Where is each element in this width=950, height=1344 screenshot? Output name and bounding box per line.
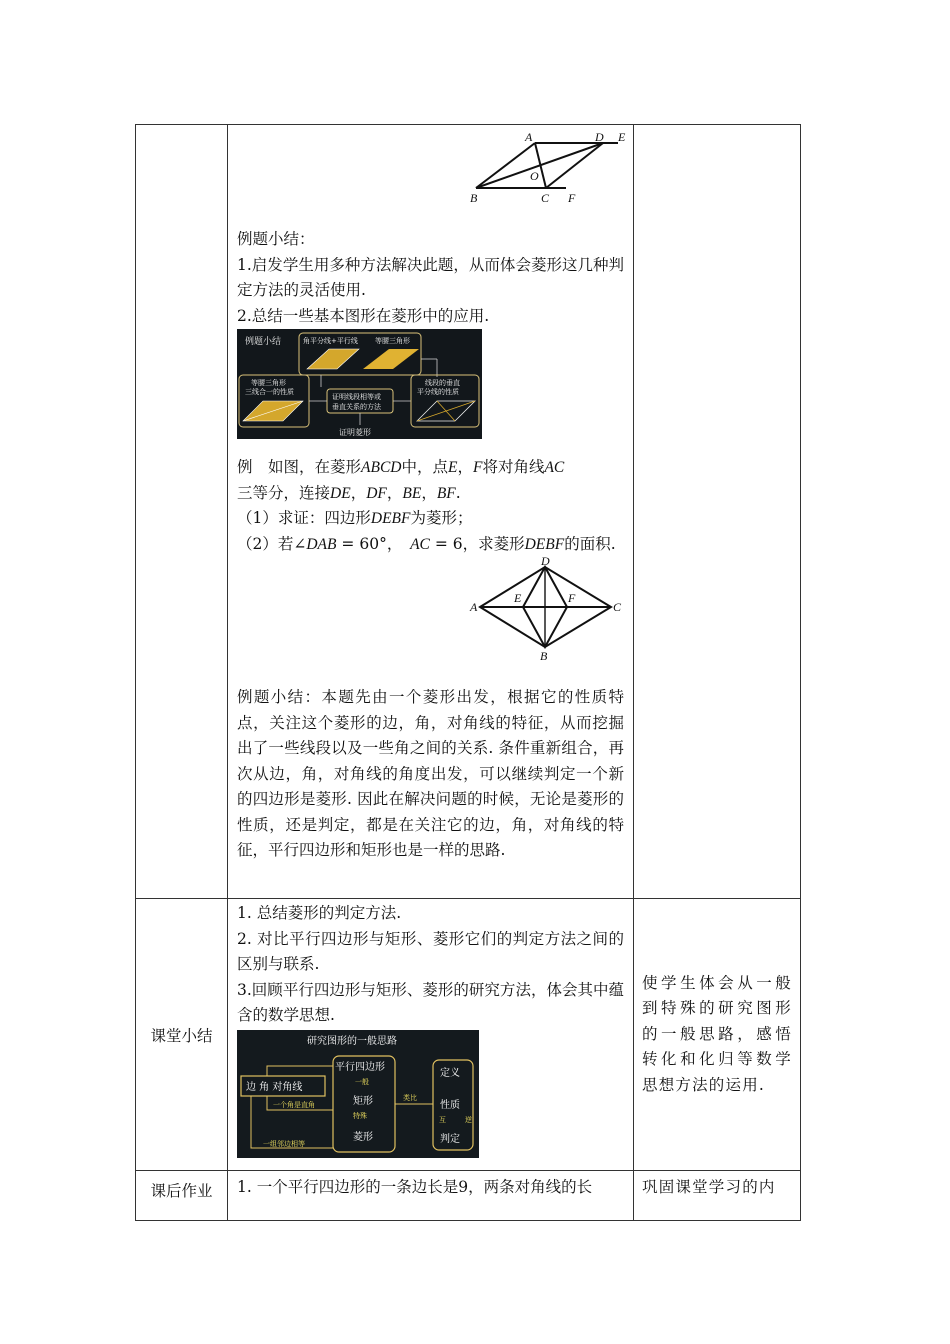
example-comma-4: ， [421,483,437,502]
content-cell-class-summary [228,899,634,1171]
board-example-summary [237,329,482,439]
summary1-line2: 2.总结一些基本图形在菱形中的应用. [237,306,490,325]
fig2-label-c: C [613,600,622,614]
example-comma-2: ， [350,483,367,502]
example-mid2: 将对角线 [482,458,545,476]
table-row-homework [136,1171,801,1221]
side-note-homework: 巩固课堂学习的内 [642,1178,776,1196]
board-research-approach [237,1030,479,1158]
row-label-cell-empty [136,125,228,899]
board2-title: 研究图形的一般思路 [307,1035,397,1047]
board1-box-top: 角平分线+平行线 [303,337,358,345]
row-label-cell-class-summary [136,899,228,1171]
board2-rect: 矩形 [353,1095,373,1107]
board2-mutual1: 互 [439,1115,446,1124]
summary-item-2: 2. 对比平行四边形与矩形、菱形它们的判定方法之间的区别与联系. [237,929,624,973]
example-de: DE [330,484,351,502]
board2-prop: 性质 [440,1099,460,1111]
q2-post: 的面积. [564,534,616,553]
fig1-label-a: A [525,130,533,144]
fig1-label-c: C [541,191,550,205]
board2-judge: 判定 [440,1133,460,1145]
summary1-line1: 1.启发学生用多种方法解决此题，从而体会菱形这几种判定方法的灵活使用. [237,255,624,299]
example-comma-3: ， [386,483,403,502]
q2-dab: DAB [306,535,337,553]
side-cell-homework [634,1171,801,1221]
q1-pre: （1）求证：四边形 [237,509,371,527]
summary1-title: 例题小结： [237,230,315,248]
board1-mid-line1: 证明线段相等或 [332,393,381,401]
table-row-examples [136,125,801,899]
fig1-label-e: E [618,130,626,144]
example-end: . [455,483,461,502]
fig2-label-f: F [568,591,576,605]
fig2-label-b: B [540,649,548,663]
board1-mid-line2: 垂直关系的方法 [332,403,381,411]
figure-rhombus-abcd [228,557,633,665]
side-cell-empty [634,125,801,899]
content-cell-examples [228,125,634,899]
board2-def: 定义 [440,1067,460,1079]
board1-bottom: 证明菱形 [339,428,371,437]
board1-left-line2: 三线合一的性质 [245,388,294,396]
content-cell-homework [228,1171,634,1221]
fig2-label-d: D [541,557,550,568]
table-row-class-summary [136,899,801,1171]
board2-para: 平行四边形 [335,1061,385,1073]
example-line2 [228,481,633,507]
q2-pre: （2）若∠ [237,534,307,553]
example-abcd: ABCD [361,459,402,476]
summary2: 例题小结：本题先由一个菱形出发，根据它的性质特点，关注这个菱形的边，角，对角线的特征，从而挖掘出了一些线段以及一些角之间的关系. 条件重新组合，再次从边，角，对角线的角度出发，可以继续判定一个新的四边形是菱形. 因此在解决问题的时候，无论是菱形的性质，还是判定，都是在关注它的边，角，对角线的特征，平行四边形和矩形也是一样的思路. [237,688,624,859]
example-ac: AC [544,459,565,476]
board2-right-angle: 一个角是直角 [273,1100,315,1109]
example-df: DF [366,484,387,502]
example-line2-pre: 三等分，连接 [237,483,331,502]
board2-special: 特殊 [353,1111,367,1120]
question-1 [228,506,633,532]
fig1-label-d: D [595,130,604,144]
q2-ac: AC [410,535,430,553]
fig1-label-f: F [568,191,576,205]
board1-right-line2: 平分线的性质 [417,388,459,396]
board1-arrow-text: 等腰三角形 [375,337,410,345]
question-2 [228,532,633,558]
board2-adjacent: 一组邻边相等 [263,1139,305,1148]
q1-post: 为菱形； [410,509,473,527]
board1-right-line1: 线段的垂直 [425,379,460,387]
example-bf: BF [436,484,456,502]
summary-item-1: 1. 总结菱形的判定方法. [237,904,402,922]
q2-val1: = 60°， [336,534,411,553]
q2-debf: DEBF [524,535,565,553]
example-mid1: 中，点 [401,458,448,476]
fig2-label-a: A [470,600,478,614]
row-label-homework: 课后作业 [150,1182,213,1200]
board2-mutual2: 逆 [465,1115,472,1124]
q2-val2: = 6，求菱形 [429,534,525,553]
side-note-class-summary: 使学生体会从一般到特殊的研究图形的一般思路，感悟转化和化归等数学思想方法的运用. [642,973,792,1094]
homework-item-1: 1. 一个平行四边形的一条边长是9，两条对角线的长 [237,1178,593,1196]
summary-item-3: 3.回顾平行四边形与矩形、菱形的研究方法，体会其中蕴含的数学思想. [237,980,624,1024]
board1-left-line1: 等腰三角形 [251,379,286,387]
board2-left-box: 边 角 对角线 [246,1081,303,1093]
fig1-label-o: O [530,169,539,183]
board1-title: 例题小结 [245,337,282,347]
example-e: E [448,459,458,476]
example-prefix: 例 如图，在菱形 [237,458,362,476]
board2-rhombus: 菱形 [353,1131,373,1143]
row-label-class-summary: 课堂小结 [150,1026,213,1045]
lesson-plan-table [135,124,801,1221]
side-cell-class-summary [634,899,801,1171]
fig1-label-b: B [470,191,478,205]
example-line1 [228,455,633,481]
example-comma: ， [457,458,473,476]
board2-analogy: 类比 [403,1093,417,1102]
q1-debf: DEBF [370,510,411,527]
row-label-cell-homework [136,1171,228,1221]
example-f: F [472,459,483,476]
example-be: BE [402,484,422,502]
figure-parallelogram-abcd [228,125,633,209]
board2-general: 一般 [355,1077,369,1086]
fig2-label-e: E [514,591,522,605]
